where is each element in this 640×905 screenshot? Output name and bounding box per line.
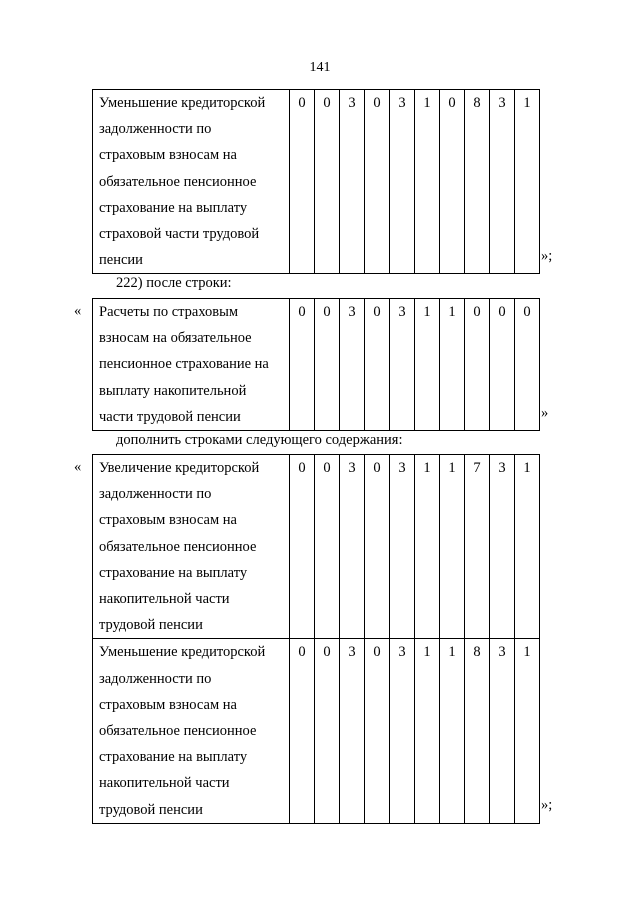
code-digit-cell: 1 xyxy=(415,299,440,431)
code-digit-cell: 0 xyxy=(290,455,315,639)
description-line: Уменьшение кредиторской xyxy=(99,95,266,111)
code-digit-cell: 0 xyxy=(315,455,340,639)
description-line: задолженности по xyxy=(99,121,212,138)
code-digit-cell: 3 xyxy=(340,299,365,431)
code-digit-cell: 3 xyxy=(390,455,415,639)
opening-quote: « xyxy=(74,303,82,319)
code-digit-cell: 1 xyxy=(515,90,540,274)
code-digit-cell: 0 xyxy=(440,90,465,274)
code-digit-cell: 0 xyxy=(315,639,340,823)
code-table xyxy=(92,298,540,431)
code-digit-cell: 1 xyxy=(415,639,440,823)
closing-quote: »; xyxy=(541,797,553,813)
description-line: пенсионное страхование на xyxy=(99,356,269,373)
code-digit-cell: 0 xyxy=(515,299,540,431)
code-digit-cell: 1 xyxy=(415,90,440,274)
code-table xyxy=(92,454,540,824)
table-row xyxy=(93,299,540,431)
code-digit-cell: 0 xyxy=(365,299,390,431)
code-digit-cell: 0 xyxy=(315,299,340,431)
code-digit-cell: 3 xyxy=(490,90,515,274)
opening-quote: « xyxy=(74,459,82,475)
description-line: задолженности по xyxy=(99,486,212,503)
code-digit-cell: 3 xyxy=(340,455,365,639)
description-line: обязательное пенсионное xyxy=(99,538,257,555)
code-digit-cell: 3 xyxy=(340,90,365,274)
code-digit-cell: 8 xyxy=(465,90,490,274)
description-line: страховым взносам на xyxy=(99,512,237,529)
code-digit-cell: 1 xyxy=(440,639,465,823)
code-table xyxy=(92,89,540,274)
page-number: 141 xyxy=(309,60,331,75)
code-digit-cell: 0 xyxy=(365,90,390,274)
code-digit-cell: 0 xyxy=(290,639,315,823)
description-line: Уменьшение кредиторской xyxy=(99,644,266,661)
code-digit-cell: 1 xyxy=(415,455,440,639)
description-line: Увеличение кредиторской xyxy=(99,460,260,476)
code-digit-cell: 0 xyxy=(290,90,315,274)
table-row xyxy=(93,639,540,823)
code-digit-cell: 3 xyxy=(490,639,515,823)
code-digit-cell: 1 xyxy=(440,299,465,431)
table-block-1 xyxy=(92,89,540,274)
code-digit-cell: 3 xyxy=(390,639,415,823)
description-line: обязательное пенсионное xyxy=(99,723,257,740)
description-line: страховым взносам на xyxy=(99,696,237,713)
code-digit-cell: 3 xyxy=(390,90,415,274)
closing-quote: »; xyxy=(541,248,553,264)
code-digit-cell: 0 xyxy=(315,90,340,274)
code-digit-cell: 1 xyxy=(515,639,540,823)
code-digit-cell: 3 xyxy=(390,299,415,431)
description-line: страхование на выплату xyxy=(99,199,248,216)
code-digit-cell: 0 xyxy=(365,639,390,823)
description-line: страхование на выплату xyxy=(99,749,248,766)
code-digit-cell: 1 xyxy=(515,455,540,639)
description-line: страхование на выплату xyxy=(99,564,248,581)
description-line: накопительной части xyxy=(99,775,230,792)
code-digit-cell: 3 xyxy=(490,455,515,639)
code-digit-cell: 3 xyxy=(340,639,365,823)
closing-quote: » xyxy=(541,405,549,421)
code-digit-cell: 0 xyxy=(290,299,315,431)
item-222-text: 222) после строки: xyxy=(116,275,232,291)
description-line: выплату накопительной xyxy=(99,382,247,399)
description-line: обязательное пенсионное xyxy=(99,173,257,190)
description-line: накопительной части xyxy=(99,591,230,608)
description-line: страховой части трудовой xyxy=(99,226,260,243)
code-digit-cell: 0 xyxy=(465,299,490,431)
description-line: страховым взносам на xyxy=(99,147,237,164)
description-line: трудовой пенсии xyxy=(99,617,203,634)
table-block-3 xyxy=(92,454,540,824)
table-row xyxy=(93,455,540,639)
description-line: задолженности по xyxy=(99,670,212,687)
description-line: части трудовой пенсии xyxy=(99,408,241,425)
description-line: взносам на обязательное xyxy=(99,330,252,347)
row-description xyxy=(93,455,290,639)
description-line: Расчеты по страховым xyxy=(99,304,239,320)
description-line: пенсии xyxy=(99,252,143,269)
description-line: трудовой пенсии xyxy=(99,801,203,818)
row-description xyxy=(93,90,290,274)
code-digit-cell: 0 xyxy=(365,455,390,639)
code-digit-cell: 7 xyxy=(465,455,490,639)
row-description xyxy=(93,299,290,431)
code-digit-cell: 8 xyxy=(465,639,490,823)
code-digit-cell: 1 xyxy=(440,455,465,639)
table-row xyxy=(93,90,540,274)
code-digit-cell: 0 xyxy=(490,299,515,431)
row-description xyxy=(93,639,290,823)
supplement-text: дополнить строками следующего содержания: xyxy=(116,432,403,448)
table-block-2 xyxy=(92,298,540,431)
